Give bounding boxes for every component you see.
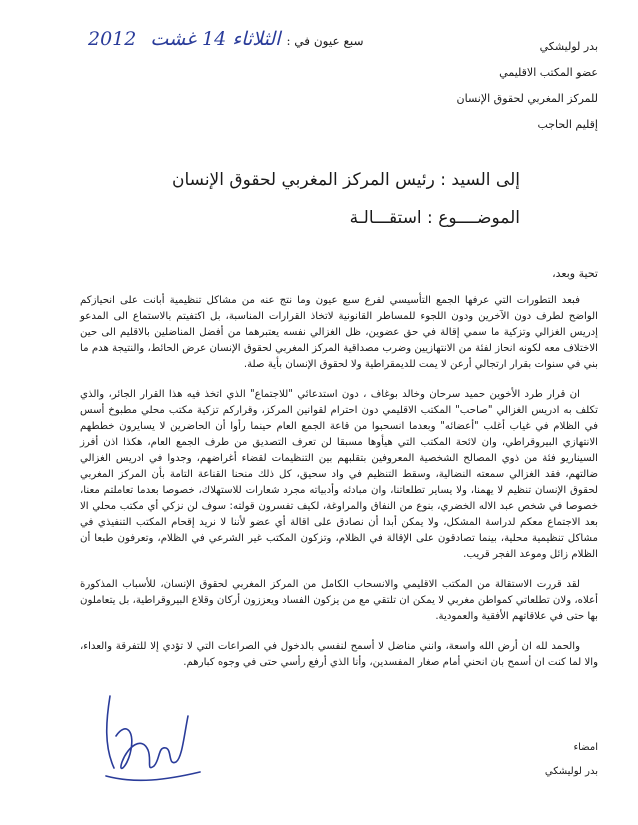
handwritten-signature [96,676,206,791]
sender-org: للمركز المغربي لحقوق الإنسان [456,92,598,105]
recipient-line: إلى السيد : رئيس المركز المغربي لحقوق الإنسان [172,170,520,190]
handwritten-year: 2012 [88,28,137,50]
place-label: سبع عيون في : [286,34,364,48]
sender-region: إقليم الحاجب [537,118,598,131]
subject-line: الموضــــوع : استقـــالـة [349,208,520,228]
greeting: تحية وبعد، [552,267,598,280]
signature-name: بدر لوليشكي [544,766,598,777]
paragraph-2: ان قرار طرد الأخوين حميد سرحان وخالد بوغاف ، دون استدعائي "للاجتماع" الذي اتخذ فيه هذا القرار الجائر، والذي تكلف به ادريس الغزالي "صاحب" المكتب الاقليمي دون احترام لقوانين المركز، وقراركم تزكية مكتب محلي مطبوخ أسس في الظلام في غياب أغلب "أعضائه" وبعدما انسحبوا من قاعة الجمع العام حينما رأوا أن الحاضرين لا يسايرون خططهم الانتهازي البيروقراطي، وان لائحة المكتب التي هيأوها مسبقا لن تعرف التصديق من طرف الجمع العام، هكذا اذن أفرز السيناريو فئة من ذوي المصالح الشخصية المعروفين بتقلبهم بين التنظيمات لقضاء أغراضهم، وجدوا في ادريس الغزالي ضالتهم، فقد الغزالي سمعته النضالية، وسقط التنظيم في واد سحيق، كل ذلك منحنا القناعة التامة بأن المركز المغربي لحقوق الإنسان تنظيم لا يهمنا، ولا يساير تطلعاتنا، وان مبادئه وأدبياته مجرد شعارات للاستهلاك، خصوصا بعدما تعاملتم معنا، خصوصا في شخص عبد الاله الخضري، بنوع من النفاق والمراوغة، لكيف تفسرون قولته: سوف لن نزكي أي مكتب محلي الا بعد الاجتماع معكم لدراسة المشكل، ولا يمكن أبدا أن نصادق على اقالة أي عضو لأننا لا نريد إقحام المكتب التنفيذي في مشاكل تنظيمية محلية، بينما تصادقون على الإقالة في الظلام، وتزكون المكتب غير الشرعي في الظلام، وتعرفون طبعا أن الظلام زائل وموعد الفجر قريب. [80,389,598,560]
handwritten-date: الثلاثاء 14 غشت [150,28,281,50]
sender-name: بدر لوليشكي [539,40,598,53]
paragraph-1: فبعد التطورات التي عرفها الجمع التأسيسي لفرع سبع عيون وما نتج عنه من مشاكل تنظيمية أبانت على انحيازكم الواضح لطرف دون الآخرين ودون اللجوء للمساطر القانونية لاتخاذ القرارات المناسبة، بل اكتفيتم بالاستماع الى المدعو إدريس الغزالي وتزكية ما سمي إقالة في حق عضوين، ظل الغزالي نفسه يعتبرهما من أفضل المناضلين بالاقليم الى حين الاختلاف معه لكونه انحاز لفئة من الانتهازيين وضرب مصداقية المركز المغربي لحقوق الإنسان عرض الحائط، والنتيجة هدم ما بني في سنوات بقرار ارتجالي أرعن لا يمت للديمقراطية ولا لحقوق الإنسان بأية صلة. [80,295,598,370]
letter-body [80,293,598,685]
paragraph-3: لقد قررت الاستقالة من المكتب الاقليمي والانسحاب الكامل من المركز المغربي لحقوق الإنسان، للأسباب المذكورة أعلاه، ولان تطلعاتي كمواطن مغربي لا يمكن ان تلتقي مع من يزكون الفساد ويعززون أركان وقلاع البيروقراطية، بل يتعاملون بها حتى في علاقاتهم الأفقية والعمودية. [80,579,598,622]
sender-block [398,34,598,138]
date-line [88,28,364,50]
sender-role: عضو المكتب الاقليمي [499,66,598,79]
paragraph-4: والحمد لله ان أرض الله واسعة، وانني مناضل لا أسمح لنفسي بالدخول في الصراعات التي لا تؤدي إلا للتفرقة والعداء، والا لما كنت ان أسمح بان انحني أمام صغار المفسدين، وأنا الذي أرفع رأسي حتى في وجوه كبارهم. [80,641,598,668]
closing-label: امضاء [573,742,598,753]
